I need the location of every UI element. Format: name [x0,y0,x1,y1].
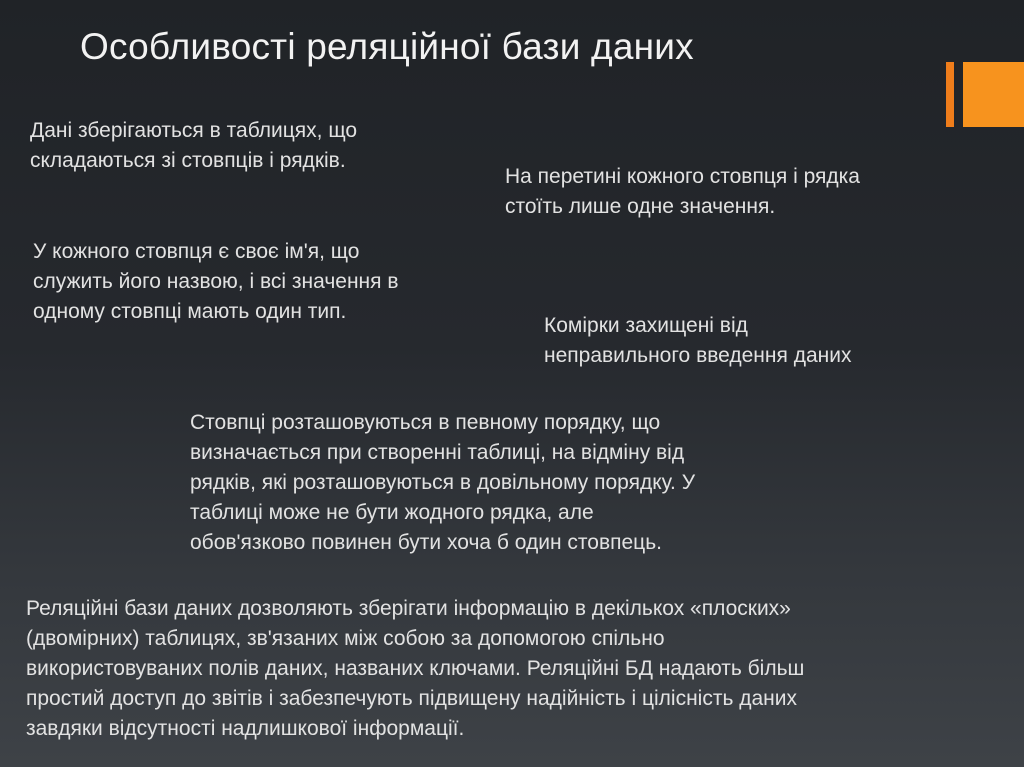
text-block-cells-protected: Комірки захищені від неправильного введення даних [544,314,852,367]
orange-accent-bar-thin [946,62,954,127]
text-block-single-value: На перетині кожного стовпця і рядка стоїть лише одне значення. [505,165,860,218]
text-block-column-names: У кожного стовпця є своє ім'я, що служить його назвою, і всі значення в одному стовпці мають один тип. [33,240,399,323]
text-block-summary: Реляційні бази даних дозволяють зберігати інформацію в декількох «плоских» (двомірних) таблицях, зв'язаних між собою за допомогою спільно використовуваних полів даних, названих ключами. Реляційні БД надають більш простий доступ до звітів і забезпечують підвищену надійність і цілісність даних завдяки відсутності надлишкової інформації. [26,597,805,740]
text-block-data-in-tables: Дані зберігаються в таблицях, що складаються зі стовпців і рядків. [30,119,358,172]
slide-title: Особливості реляційної бази даних [80,26,694,67]
text-block-column-order: Стовпці розташовуються в певному порядку, що визначається при створенні таблиці, на відміну від рядків, які розташовуються в довільному порядку. У таблиці може не бути жодного рядка, але обов'язково повинен бути хоча б один стовпець. [190,411,696,554]
orange-accent-bar-thick [963,62,1024,127]
